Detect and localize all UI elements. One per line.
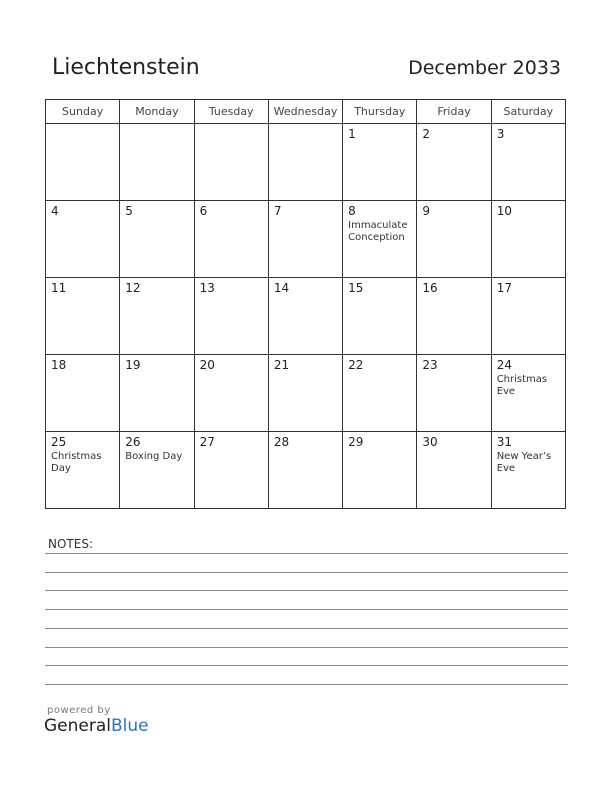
day-number: 31 bbox=[496, 435, 512, 449]
day-number: 18 bbox=[51, 358, 67, 372]
weekday-header: Sunday bbox=[46, 100, 120, 124]
day-cell bbox=[491, 355, 565, 432]
day-cell bbox=[46, 432, 120, 509]
day-number: 28 bbox=[273, 435, 290, 449]
day-cell bbox=[46, 201, 120, 278]
week-row bbox=[46, 278, 566, 355]
day-cell bbox=[46, 278, 120, 355]
day-cell bbox=[46, 355, 120, 432]
day-cell bbox=[194, 355, 268, 432]
day-number: 29 bbox=[348, 435, 364, 449]
day-cell bbox=[417, 278, 491, 355]
day-number: 3 bbox=[496, 127, 505, 141]
day-cell bbox=[491, 124, 565, 201]
calendar-grid bbox=[45, 99, 566, 509]
day-cell bbox=[417, 355, 491, 432]
day-number: 14 bbox=[273, 281, 290, 295]
day-cell bbox=[491, 432, 565, 509]
day-number: 25 bbox=[51, 435, 67, 449]
holiday-label: Christmas Eve bbox=[496, 374, 548, 397]
calendar-month-year: December 2033 bbox=[408, 57, 561, 79]
day-cell bbox=[120, 124, 194, 201]
day-cell bbox=[194, 201, 268, 278]
day-cell bbox=[194, 124, 268, 201]
week-row bbox=[46, 124, 566, 201]
weekday-header: Monday bbox=[120, 100, 194, 124]
day-number: 17 bbox=[496, 281, 512, 295]
day-number: 8 bbox=[348, 204, 356, 218]
holiday-label: Immaculate Conception bbox=[348, 220, 408, 243]
notes-line bbox=[45, 647, 568, 648]
brand-blue-text: Blue bbox=[111, 716, 149, 736]
day-cell bbox=[268, 432, 342, 509]
day-number: 4 bbox=[51, 204, 59, 218]
day-number: 13 bbox=[199, 281, 215, 295]
day-cell bbox=[120, 278, 194, 355]
notes-line bbox=[45, 609, 568, 610]
day-cell bbox=[343, 432, 417, 509]
day-cell bbox=[194, 278, 268, 355]
day-number: 6 bbox=[199, 204, 208, 218]
week-row bbox=[46, 355, 566, 432]
day-number: 10 bbox=[496, 204, 512, 218]
week-row bbox=[46, 432, 566, 509]
day-number: 26 bbox=[125, 435, 141, 449]
weekday-header: Saturday bbox=[491, 100, 565, 124]
day-cell bbox=[343, 355, 417, 432]
day-cell bbox=[120, 432, 194, 509]
weekday-header-row bbox=[46, 100, 566, 124]
notes-line bbox=[45, 684, 568, 685]
day-number: 16 bbox=[422, 281, 438, 295]
notes-label: NOTES: bbox=[48, 537, 93, 551]
day-number: 20 bbox=[199, 358, 215, 372]
holiday-label: Boxing Day bbox=[125, 451, 183, 462]
week-row bbox=[46, 201, 566, 278]
holiday-label: Christmas Day bbox=[51, 451, 102, 474]
holiday-label: New Year’s Eve bbox=[496, 451, 552, 474]
powered-by-text: powered by bbox=[47, 705, 111, 716]
day-number: 12 bbox=[125, 281, 141, 295]
day-number: 2 bbox=[422, 127, 431, 141]
day-cell bbox=[194, 432, 268, 509]
calendar-country-title: Liechtenstein bbox=[52, 55, 200, 80]
notes-line bbox=[45, 553, 568, 554]
brand-logo bbox=[44, 716, 149, 736]
day-cell bbox=[491, 278, 565, 355]
day-cell bbox=[120, 201, 194, 278]
day-number: 30 bbox=[422, 435, 438, 449]
day-number: 22 bbox=[348, 358, 364, 372]
day-cell bbox=[268, 278, 342, 355]
weekday-header: Tuesday bbox=[194, 100, 268, 124]
day-number: 5 bbox=[125, 204, 133, 218]
day-cell bbox=[46, 124, 120, 201]
day-number: 24 bbox=[496, 358, 512, 372]
day-cell bbox=[491, 201, 565, 278]
day-cell bbox=[268, 124, 342, 201]
day-cell bbox=[417, 124, 491, 201]
weekday-header: Thursday bbox=[343, 100, 417, 124]
weekday-header: Friday bbox=[417, 100, 491, 124]
day-number: 21 bbox=[273, 358, 290, 372]
day-cell bbox=[268, 355, 342, 432]
day-cell bbox=[417, 201, 491, 278]
day-number: 15 bbox=[348, 281, 364, 295]
day-cell bbox=[343, 201, 417, 278]
day-number: 1 bbox=[348, 127, 356, 141]
day-cell bbox=[417, 432, 491, 509]
day-number: 7 bbox=[273, 204, 282, 218]
weekday-header: Wednesday bbox=[268, 100, 342, 124]
day-cell bbox=[268, 201, 342, 278]
day-cell bbox=[343, 278, 417, 355]
day-number: 11 bbox=[51, 281, 67, 295]
notes-line bbox=[45, 665, 568, 666]
notes-line bbox=[45, 590, 568, 591]
day-number: 27 bbox=[199, 435, 215, 449]
notes-line bbox=[45, 628, 568, 629]
day-cell bbox=[343, 124, 417, 201]
day-number: 23 bbox=[422, 358, 438, 372]
brand-general-text: General bbox=[44, 716, 111, 736]
day-number: 19 bbox=[125, 358, 141, 372]
day-number: 9 bbox=[422, 204, 431, 218]
day-cell bbox=[120, 355, 194, 432]
notes-line bbox=[45, 572, 568, 573]
